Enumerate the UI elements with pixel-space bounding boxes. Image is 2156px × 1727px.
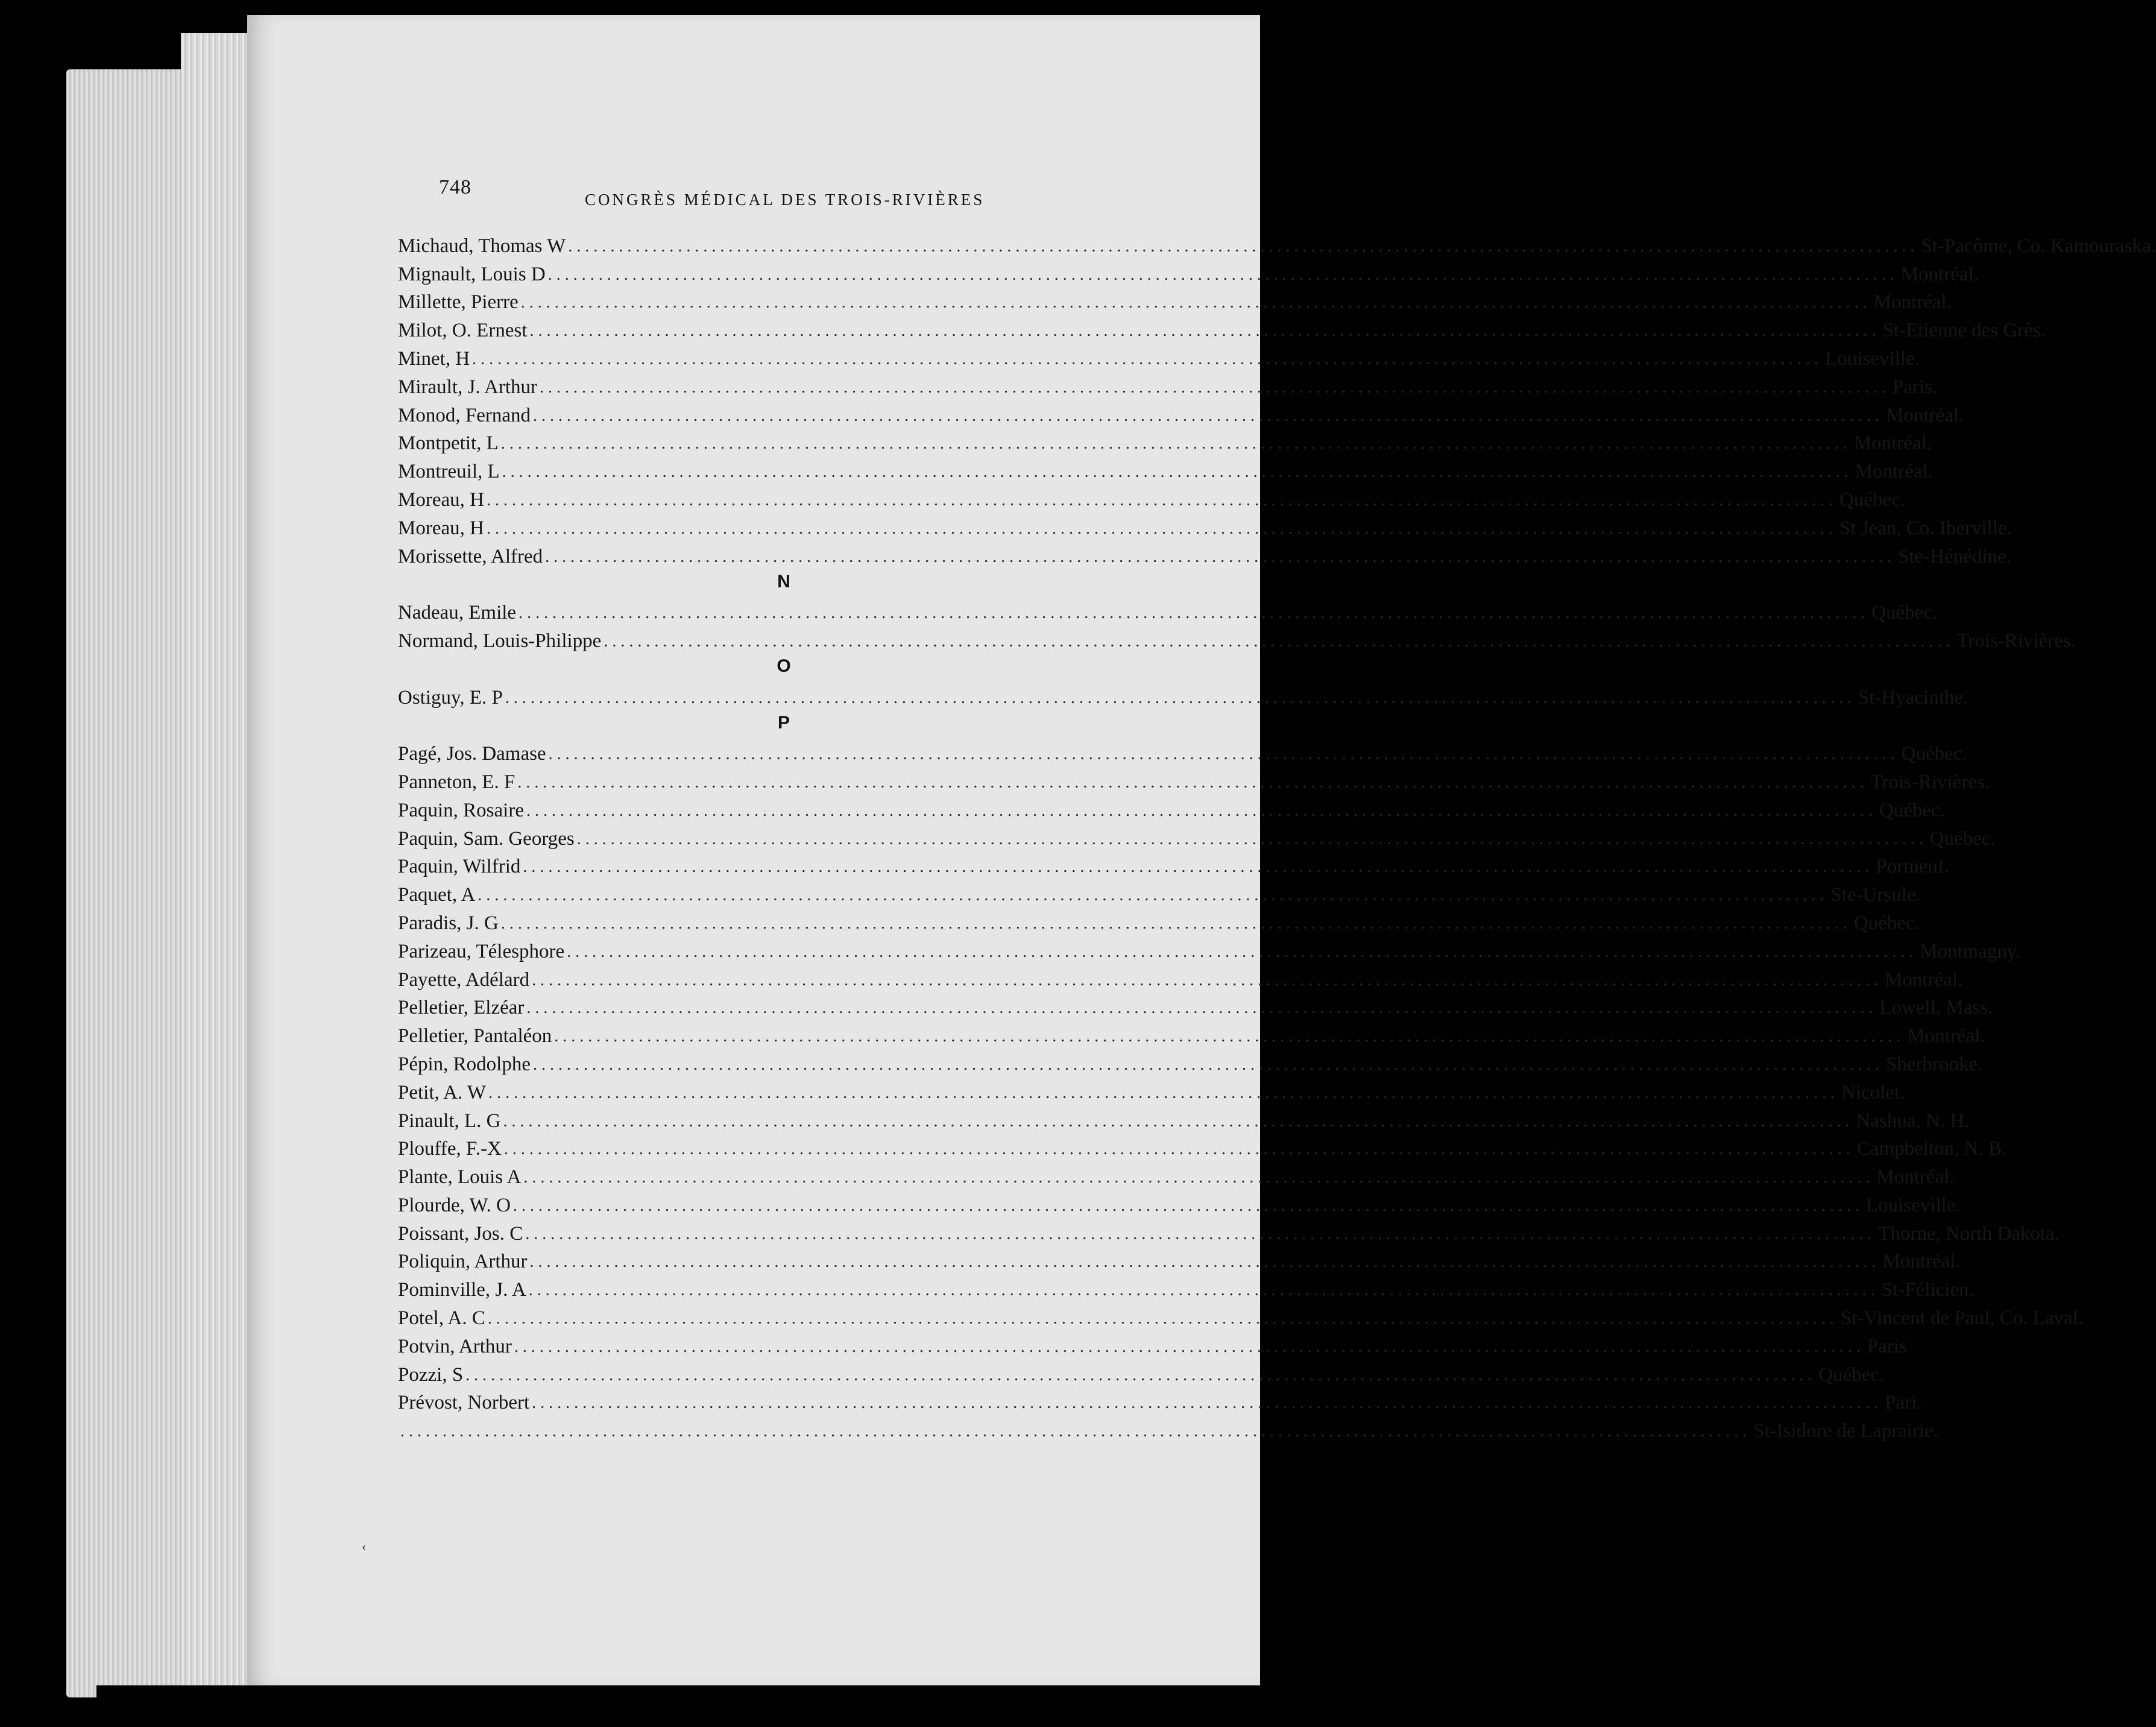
dot-leader: ................................................................................................................................................................	[533, 1055, 1883, 1074]
directory-entry	[398, 483, 1905, 511]
directory-entry	[398, 1301, 2084, 1330]
directory-entry	[398, 342, 1920, 370]
scan-speck: ‹	[362, 1539, 367, 1554]
entry-name: Pelletier, Pantaléon	[398, 1025, 552, 1047]
directory-entry	[398, 1330, 1907, 1358]
dot-leader: ................................................................................................................................................................	[529, 321, 1880, 341]
directory-entry	[398, 1386, 1922, 1415]
entry-place: Montmagny.	[1920, 940, 2021, 962]
entry-name: Paquin, Sam. Georges	[398, 827, 575, 850]
directory-entry	[398, 427, 1932, 455]
entry-name: Moreau, H	[398, 488, 484, 511]
dot-leader: ................................................................................................................................................................	[400, 1422, 1751, 1441]
directory-entry	[398, 822, 1996, 850]
entry-name: Plouffe, F.-X	[398, 1138, 502, 1160]
entry-place: Québec.	[1853, 912, 1920, 934]
entry-name: Plourde, W. O	[398, 1194, 511, 1216]
entry-place: Trois-Rivières.	[1870, 771, 1990, 793]
dot-leader: ................................................................................................................................................................	[532, 1394, 1883, 1413]
entry-name: Prévost, Norbert	[398, 1392, 530, 1414]
directory-entry	[398, 596, 1938, 624]
directory-entry	[398, 1076, 1905, 1104]
entry-place: Paris.	[1892, 376, 1938, 398]
directory-entry	[398, 257, 1979, 286]
entry-place: St-Vincent de Paul, Co. Laval.	[1840, 1307, 2084, 1330]
entry-name: Paquin, Wilfrid	[398, 856, 521, 878]
entry-place: Québec.	[1871, 602, 1938, 624]
entry-name: Poliquin, Arthur	[398, 1251, 528, 1273]
entry-name: Parizeau, Télesphore	[398, 940, 565, 962]
entry-name: Potvin, Arthur	[398, 1335, 512, 1357]
entry-name: Plante, Louis A	[398, 1166, 522, 1189]
entry-name: Ostiguy, E. P	[398, 686, 503, 709]
dot-leader: ................................................................................................................................................................	[502, 463, 1853, 482]
dot-leader: ................................................................................................................................................................	[487, 1309, 1838, 1328]
entry-place: Montréal.	[1853, 432, 1932, 455]
dot-leader: ................................................................................................................................................................	[532, 970, 1883, 990]
directory-entry	[398, 1245, 1961, 1274]
entry-place: Montréal.	[1907, 1025, 1985, 1047]
entry-name: Paradis, J. G	[398, 912, 499, 934]
dot-leader: ................................................................................................................................................................	[465, 1365, 1817, 1384]
directory-entry	[398, 1104, 1970, 1132]
entry-place: Québec.	[1839, 488, 1905, 511]
directory-entry	[398, 681, 1968, 709]
dot-leader: ................................................................................................................................................................	[554, 1027, 1905, 1046]
entry-name: Minet, H	[398, 347, 470, 370]
entry-name: Pinault, L. G	[398, 1110, 501, 1132]
dot-leader: ................................................................................................................................................................	[604, 631, 1955, 651]
entry-place: Ste-Ursule.	[1830, 884, 1921, 906]
directory-entry	[398, 1414, 1938, 1442]
entry-name: Paquin, Rosaire	[398, 799, 524, 821]
directory-entry	[398, 1047, 1983, 1076]
entry-name: Montreuil, L	[398, 461, 500, 483]
dot-leader: ................................................................................................................................................................	[547, 265, 1899, 284]
entry-place: Trois-Rivières.	[1956, 630, 2076, 652]
dot-leader: ................................................................................................................................................................	[576, 829, 1927, 848]
entry-name: Milot, O. Ernest	[398, 320, 528, 342]
page-header	[439, 176, 1150, 212]
entry-place: Québec.	[1879, 799, 1946, 821]
dot-leader: ................................................................................................................................................................	[548, 745, 1899, 764]
entry-place: Campbelton, N. B.	[1856, 1138, 2007, 1160]
directory-entry	[398, 314, 2046, 342]
directory-entry	[398, 455, 1933, 483]
entry-place: St Jean, Co. Iberville.	[1839, 517, 2012, 539]
entry-place: Montréal.	[1882, 1251, 1961, 1273]
entry-place: Montréal.	[1876, 1166, 1955, 1189]
directory-entry	[398, 935, 2021, 963]
entry-name: Moreau, H	[398, 517, 484, 539]
entry-name: Pelletier, Elzéar	[398, 997, 525, 1019]
dot-leader: ................................................................................................................................................................	[532, 406, 1883, 425]
directory-entry	[398, 1019, 1985, 1047]
dot-leader: ................................................................................................................................................................	[503, 1140, 1855, 1159]
entry-name: Montpetit, L	[398, 432, 499, 455]
entry-place: Lowell, Mass.	[1879, 997, 1993, 1019]
entry-name: Mignault, Louis D	[398, 263, 546, 285]
entry-name: Michaud, Thomas W	[398, 235, 566, 257]
dot-leader: ................................................................................................................................................................	[514, 1337, 1865, 1356]
entry-name: Pépin, Rodolphe	[398, 1053, 531, 1075]
dot-leader: ................................................................................................................................................................	[519, 604, 1870, 623]
entry-place: St-Hyacinthe.	[1858, 686, 1968, 709]
directory-entry	[398, 624, 2076, 652]
running-title: CONGRÈS MÉDICAL DES TROIS-RIVIÈRES	[585, 191, 985, 209]
dot-leader: ................................................................................................................................................................	[520, 293, 1871, 312]
directory-entry	[398, 1189, 1961, 1217]
directory-entry	[398, 878, 1921, 906]
entry-place: St-Etienne des Grès.	[1882, 320, 2046, 342]
dot-leader: ................................................................................................................................................................	[568, 236, 1919, 256]
dot-leader: ................................................................................................................................................................	[517, 772, 1868, 792]
directory-entry	[398, 737, 1967, 765]
entry-name: Paquet, A	[398, 884, 476, 906]
name-directory	[398, 229, 2156, 1442]
dot-leader: ................................................................................................................................................................	[526, 999, 1877, 1018]
entry-place: St-Félicien.	[1881, 1279, 1974, 1301]
entry-place: Louiseville.	[1866, 1194, 1961, 1216]
entry-name: Potel, A. C	[398, 1307, 485, 1330]
entry-place: Montréal.	[1855, 461, 1933, 483]
dot-leader: ................................................................................................................................................................	[500, 434, 1852, 453]
directory-entry	[398, 765, 1990, 794]
entry-name: Panneton, E. F	[398, 771, 515, 793]
entry-place: Montréal.	[1885, 404, 1964, 426]
dot-leader: ................................................................................................................................................................	[526, 801, 1877, 820]
entry-place: Québec.	[1818, 1363, 1885, 1386]
dot-leader: ................................................................................................................................................................	[525, 1224, 1876, 1243]
page-number: 748	[439, 176, 471, 198]
dot-leader: ................................................................................................................................................................	[503, 1111, 1854, 1131]
dot-leader: ................................................................................................................................................................	[523, 1168, 1874, 1187]
entry-place: Québec.	[1929, 827, 1996, 850]
directory-entry	[398, 1160, 1955, 1189]
entry-place: Pari.	[1885, 1392, 1922, 1414]
entry-name: Morissette, Alfred	[398, 545, 543, 567]
dot-leader: ................................................................................................................................................................	[486, 490, 1837, 510]
entry-place: Sherbrooke.	[1886, 1053, 1983, 1075]
entry-name: Poissant, Jos. C	[398, 1222, 523, 1245]
dot-leader: ................................................................................................................................................................	[488, 1083, 1839, 1102]
section-letter-p: P	[777, 712, 790, 733]
dot-leader: ................................................................................................................................................................	[523, 857, 1874, 877]
directory-entry	[398, 794, 1946, 822]
directory-entry	[398, 1132, 2007, 1161]
entry-name: Pominville, J. A	[398, 1279, 526, 1301]
directory-entry	[398, 906, 1920, 935]
dot-leader: ................................................................................................................................................................	[478, 886, 1829, 905]
directory-entry	[398, 540, 2011, 568]
dot-leader: ................................................................................................................................................................	[529, 1252, 1880, 1272]
directory-entry	[398, 1358, 1885, 1386]
entry-place: Nashua, N. H.	[1856, 1110, 1970, 1132]
dot-leader: ................................................................................................................................................................	[545, 547, 1896, 566]
entry-name: Pozzi, S	[398, 1363, 464, 1386]
entry-place: Montréal.	[1900, 263, 1979, 285]
directory-entry	[398, 370, 1938, 399]
entry-place: Ste-Hénédine.	[1898, 545, 2011, 567]
directory-entry	[398, 229, 2156, 257]
entry-place: Montréal.	[1885, 968, 1963, 991]
section-letter-o: O	[777, 655, 791, 676]
directory-entry	[398, 1273, 1974, 1301]
directory-entry	[398, 991, 1993, 1020]
entry-place: St-Pacôme, Co. Kamouraska.	[1921, 235, 2156, 257]
entry-place: St-Isidore de Laprairie.	[1753, 1420, 1938, 1442]
scan-border	[96, 1685, 1260, 1727]
directory-entry	[398, 1217, 2060, 1245]
entry-name: Mirault, J. Arthur	[398, 376, 537, 398]
entry-place: Portneuf.	[1876, 856, 1950, 878]
entry-place: Thorne, North Dakota.	[1878, 1222, 2060, 1245]
dot-leader: ................................................................................................................................................................	[528, 1281, 1879, 1300]
dot-leader: ................................................................................................................................................................	[513, 1196, 1864, 1215]
entry-name: Millette, Pierre	[398, 291, 519, 314]
directory-entry	[398, 850, 1950, 879]
entry-name: Petit, A. W	[398, 1081, 487, 1103]
entry-name: Payette, Adélard	[398, 968, 530, 991]
entry-place: Paris	[1867, 1335, 1907, 1357]
dot-leader: ................................................................................................................................................................	[539, 377, 1890, 397]
directory-entry	[398, 399, 1964, 427]
entry-place: Montréal.	[1873, 291, 1952, 314]
entry-name: Normand, Louis-Philippe	[398, 630, 602, 652]
dot-leader: ................................................................................................................................................................	[472, 349, 1823, 368]
section-letter-n: N	[777, 571, 790, 592]
directory-entry	[398, 511, 2012, 540]
dot-leader: ................................................................................................................................................................	[505, 688, 1856, 707]
entry-name: Nadeau, Emile	[398, 602, 517, 624]
directory-entry	[398, 963, 1963, 991]
dot-leader: ................................................................................................................................................................	[567, 942, 1918, 961]
entry-place: Louiseville.	[1825, 347, 1920, 370]
dot-leader: ................................................................................................................................................................	[500, 914, 1852, 933]
directory-entry	[398, 286, 1952, 314]
entry-name: Monod, Fernand	[398, 404, 531, 426]
entry-place: Nicolet.	[1841, 1081, 1905, 1103]
entry-place: Québec.	[1901, 743, 1967, 765]
dot-leader: ................................................................................................................................................................	[486, 519, 1837, 538]
entry-name: Pagé, Jos. Damase	[398, 743, 546, 765]
